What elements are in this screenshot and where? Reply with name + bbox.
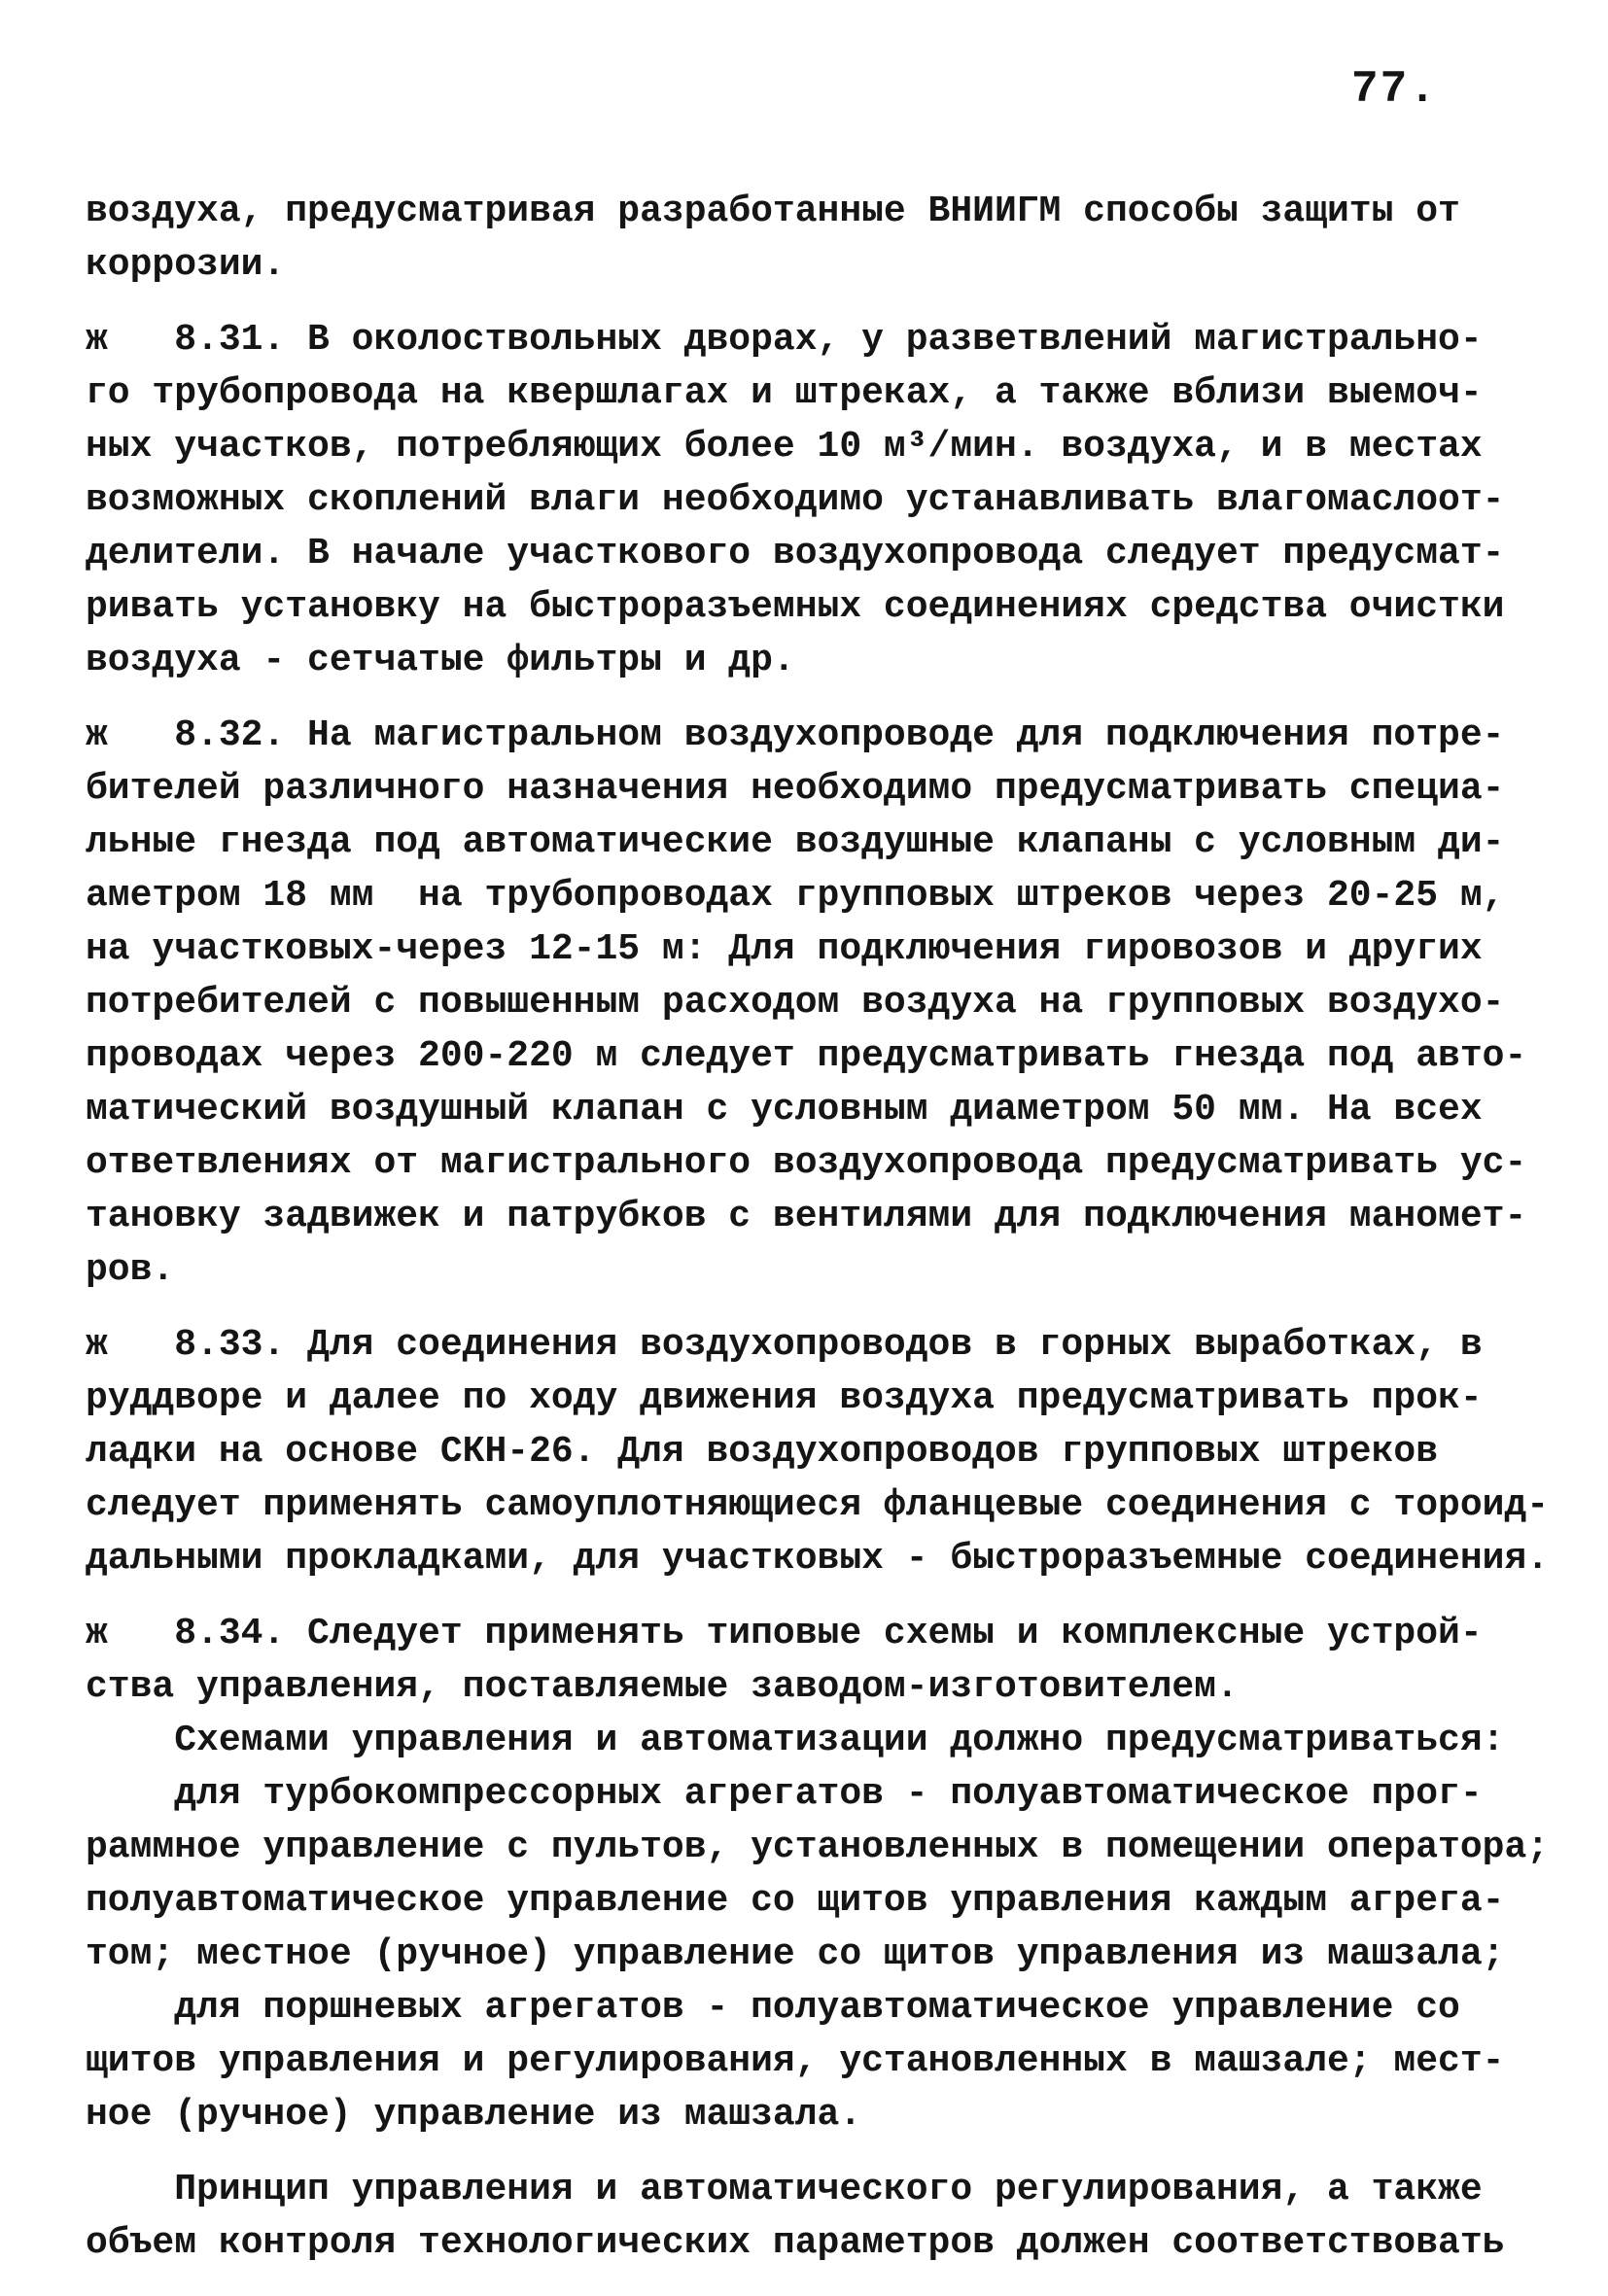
text-line: воздуха - сетчатые фильтры и др. [86,640,795,681]
text-line: тановку задвижек и патрубков с вентилями для подключения маномет- [86,1196,1527,1237]
text-line: бителей различного назначения необходимо предусматривать специа- [86,768,1505,810]
text-line: ривать установку на быстроразъемных соединениях средства очистки [86,586,1505,628]
text-line: на участковых-через 12-15 м: Для подключения гировозов и других [86,928,1483,970]
text-line: льные гнезда под автоматические воздушные клапаны с условным ди- [86,821,1505,863]
text-line: потребителей с повышенным расходом воздуха на групповых воздухо- [86,982,1505,1024]
text-line: Схемами управления и автоматизации должно предусматриваться: [86,1720,1505,1761]
paragraph-gap [86,2141,1524,2163]
text-line: воздуха, предусматривая разработанные ВНИИГМ способы защиты от [86,191,1460,232]
text-line: ж 8.32. На магистральном воздухопроводе для подключения потре- [86,714,1505,756]
text-line: ответвлениях от магистрального воздухопровода предусматривать ус- [86,1142,1527,1184]
text-line: возможных скоплений влаги необходимо устанавливать влагомаслоот- [86,479,1505,521]
paragraph-gap [86,1585,1524,1607]
text-line: следует применять самоуплотняющиеся фланцевые соединения с тороид- [86,1484,1550,1526]
text-line: матический воздушный клапан с условным диаметром 50 мм. На всех [86,1089,1483,1131]
text-line: раммное управление с пультов, установленных в помещении оператора; [86,1826,1550,1868]
paragraph-gap [86,292,1524,313]
text-line: руддворе и далее по ходу движения воздуха предусматривать прок- [86,1377,1483,1419]
text-line: ных участков, потребляющих более 10 м³/мин. воздуха, и в местах [86,426,1483,468]
paragraph-gap [86,687,1524,709]
text-line: ж 8.34. Следует применять типовые схемы и комплексные устрой- [86,1613,1483,1654]
text-line: ж 8.33. Для соединения воздухопроводов в горных выработках, в [86,1324,1483,1366]
text-line: ров. [86,1249,175,1291]
text-line: ладки на основе СКН-26. Для воздухопроводов групповых штреков [86,1431,1439,1473]
text-line: ж 8.31. В околоствольных дворах, у разветвлений магистрально- [86,319,1483,361]
text-line: ства управления, поставляемые заводом-изготовителем. [86,1666,1239,1708]
text-line: для поршневых агрегатов - полуавтоматическое управление со [86,1987,1460,2029]
page-number: 77. [1351,64,1438,115]
text-line: щитов управления и регулирования, установленных в машзале; мест- [86,2040,1505,2082]
text-line: дальными прокладками, для участковых - быстроразъемные соединения. [86,1538,1550,1580]
text-line: аметром 18 мм на трубопроводах групповых штреков через 20-25 м, [86,875,1505,917]
text-line: объем контроля технологических параметров должен соответствовать [86,2222,1505,2264]
text-line: коррозии. [86,244,286,286]
document-body [86,185,1550,2270]
paragraph-gap [86,1297,1524,1318]
text-line: Принцип управления и автоматического регулирования, а также [86,2169,1483,2210]
text-line: делители. В начале участкового воздухопровода следует предусмат- [86,533,1505,574]
text-line: том; местное (ручное) управление со щитов управления из машзала; [86,1933,1505,1975]
text-line: для турбокомпрессорных агрегатов - полуавтоматическое прог- [86,1773,1483,1815]
text-line: полуавтоматическое управление со щитов управления каждым агрега- [86,1880,1505,1922]
text-line: проводах через 200-220 м следует предусматривать гнезда под авто- [86,1035,1527,1077]
text-line: ное (ручное) управление из машзала. [86,2094,862,2136]
text-line: го трубопровода на квершлагах и штреках, а также вблизи выемоч- [86,372,1483,414]
